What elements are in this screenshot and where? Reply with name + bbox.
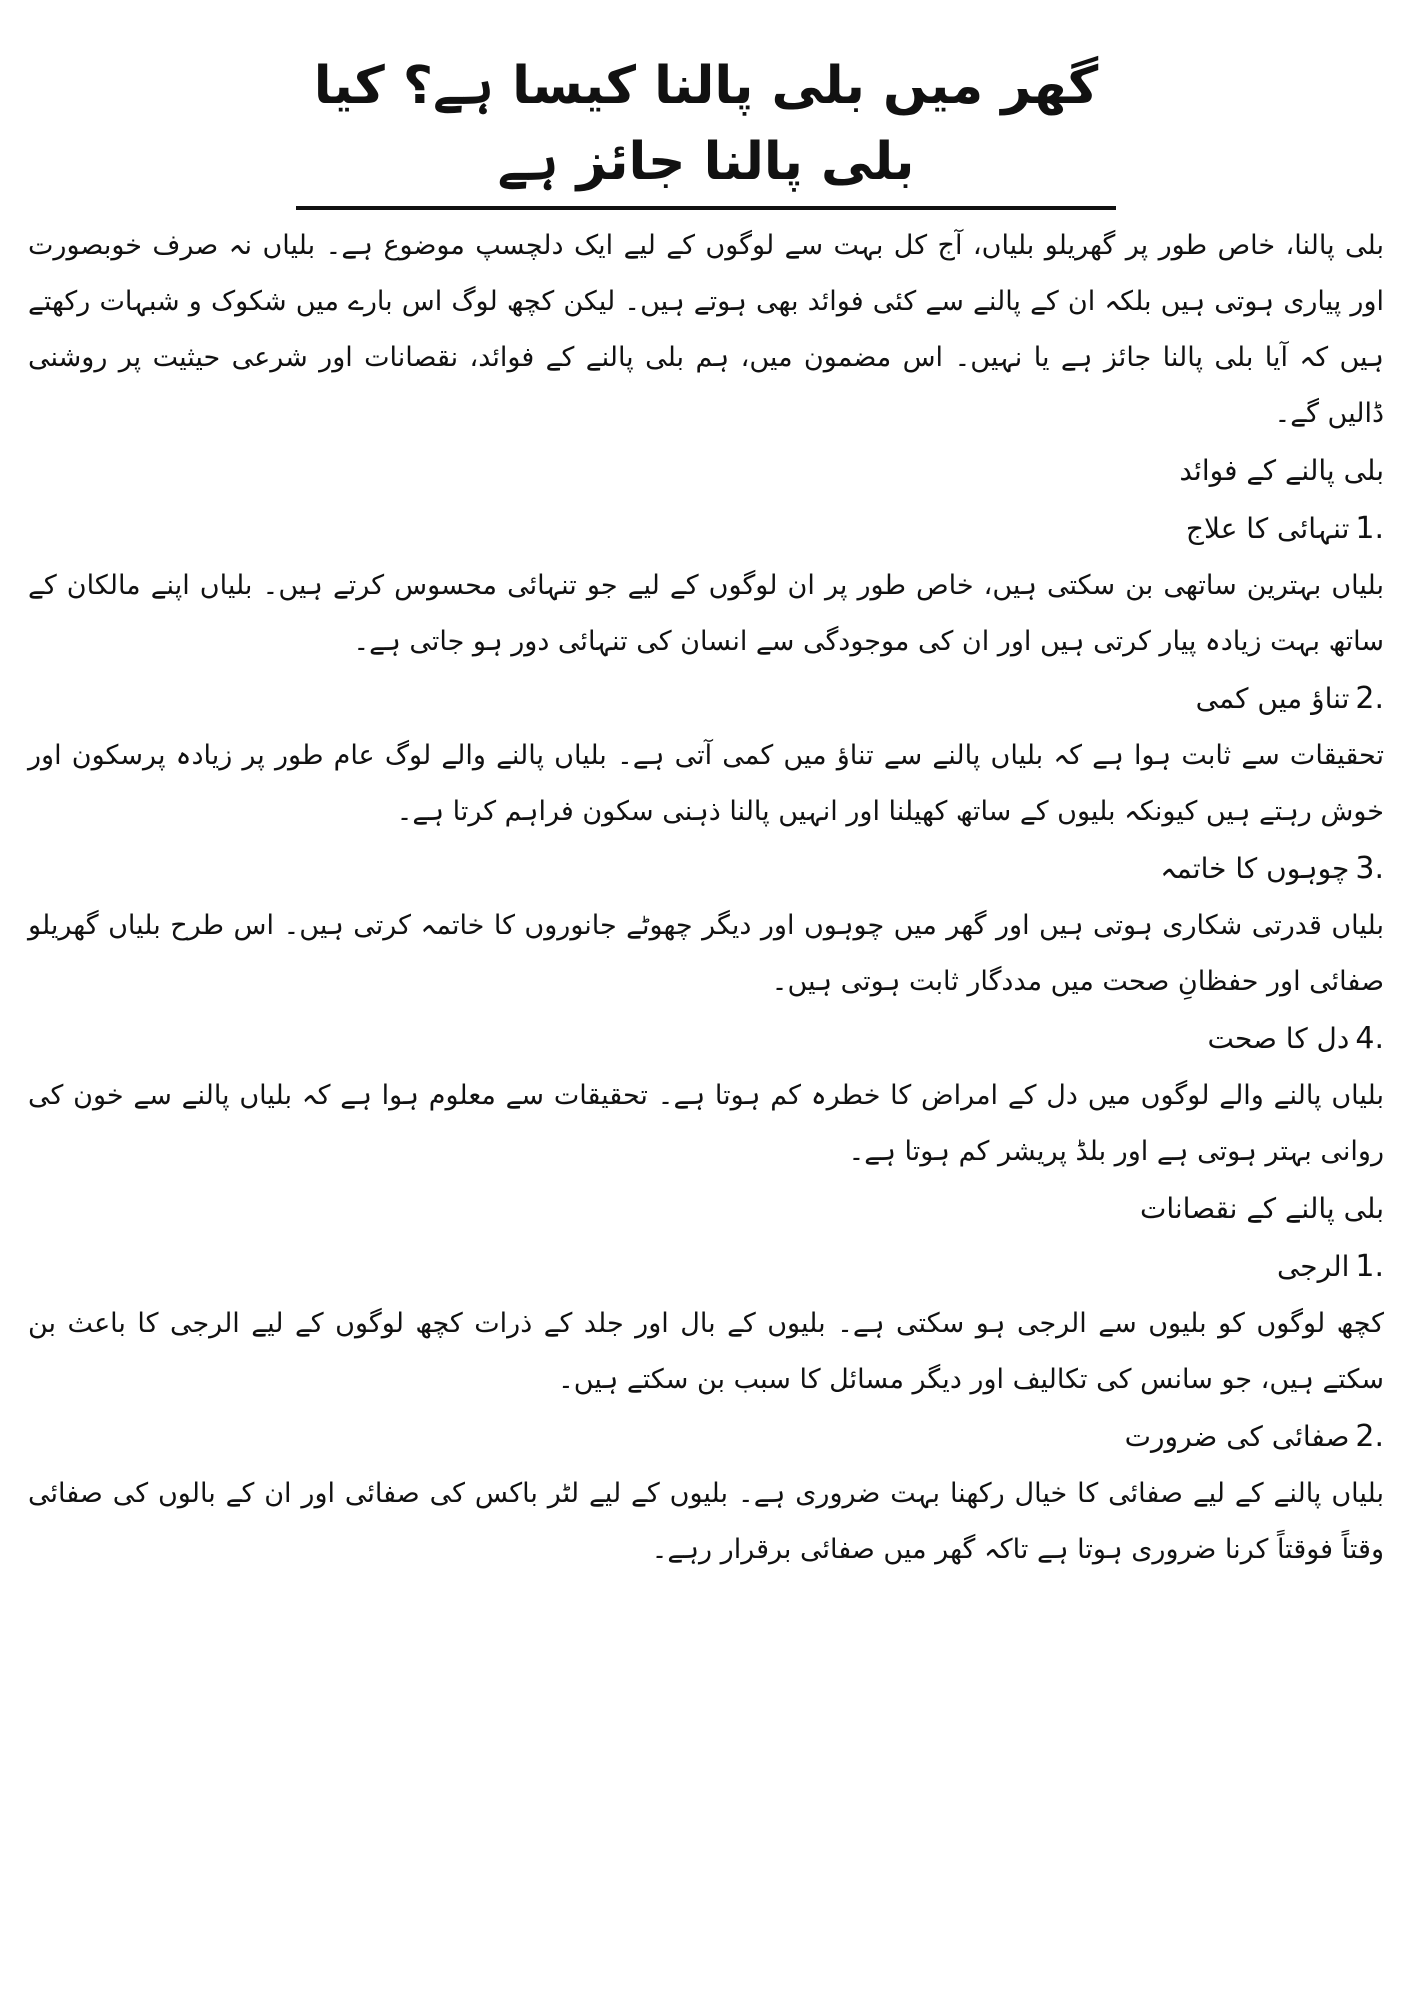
benefit-3-number: 3. xyxy=(1355,851,1384,886)
drawback-1-text: کچھ لوگوں کو بلیوں سے الرجی ہو سکتی ہے۔ بلیوں کے بال اور جلد کے ذرات کچھ لوگوں کے لیے الرجی کا باعث بن سکتے ہیں، جو سانس کی تکالیف اور دیگر مسائل کا سبب بن سکتے ہیں۔ xyxy=(28,1308,1384,1395)
drawback-1-title: الرجی xyxy=(1276,1250,1350,1283)
benefit-3-title: چوہوں کا خاتمہ xyxy=(1160,852,1350,885)
benefit-2-heading xyxy=(28,670,1384,728)
benefit-4-number: 4. xyxy=(1355,1021,1384,1056)
benefit-4-text: بلیاں پالنے والے لوگوں میں دل کے امراض کا خطرہ کم ہوتا ہے۔ تحقیقات سے معلوم ہوا ہے کہ بلیاں پالنے سے خون کی روانی بہتر ہوتی ہے اور بلڈ پریشر کم ہوتا ہے۔ xyxy=(28,1080,1384,1167)
benefit-4-heading xyxy=(28,1010,1384,1068)
drawback-2-title: صفائی کی ضرورت xyxy=(1124,1420,1350,1453)
page-title: گھر میں بلی پالنا کیسا ہے؟ کیا بلی پالنا جائز ہے xyxy=(313,56,1099,192)
benefit-3-heading xyxy=(28,840,1384,898)
benefits-heading: بلی پالنے کے فوائد xyxy=(1179,454,1384,487)
drawback-1-heading xyxy=(28,1238,1384,1296)
drawback-2-heading xyxy=(28,1408,1384,1466)
benefit-1-text: بلیاں بہترین ساتھی بن سکتی ہیں، خاص طور پر ان لوگوں کے لیے جو تنہائی محسوس کرتے ہیں۔ بلیاں اپنے مالکان کے ساتھ بہت زیادہ پیار کرتی ہیں اور ان کی موجودگی سے انسان کی تنہائی دور ہو جاتی ہے۔ xyxy=(28,570,1384,657)
drawback-2-number: 2. xyxy=(1355,1419,1384,1454)
benefit-1-heading xyxy=(28,500,1384,558)
drawback-1-number: 1. xyxy=(1355,1249,1384,1284)
intro-paragraph: بلی پالنا، خاص طور پر گھریلو بلیاں، آج کل بہت سے لوگوں کے لیے ایک دلچسپ موضوع ہے۔ بلیاں نہ صرف خوبصورت اور پیاری ہوتی ہیں بلکہ ان کے پالنے سے کئی فوائد بھی ہوتے ہیں۔ لیکن کچھ لوگ اس بارے میں شکوک و شبہات رکھتے ہیں کہ آیا بلی پالنا جائز ہے یا نہیں۔ اس مضمون میں، ہم بلی پالنے کے فوائد، نقصانات اور شرعی حیثیت پر روشنی ڈالیں گے۔ xyxy=(28,230,1384,429)
benefit-1-title: تنہائی کا علاج xyxy=(1185,512,1350,545)
benefit-2-number: 2. xyxy=(1355,681,1384,716)
benefit-3-text: بلیاں قدرتی شکاری ہوتی ہیں اور گھر میں چوہوں اور دیگر چھوٹے جانوروں کا خاتمہ کرتی ہیں۔ اس طرح بلیاں گھریلو صفائی اور حفظانِ صحت میں مددگار ثابت ہوتی ہیں۔ xyxy=(28,910,1384,997)
benefit-4-title: دل کا صحت xyxy=(1207,1022,1350,1055)
drawbacks-heading: بلی پالنے کے نقصانات xyxy=(1139,1192,1384,1225)
benefit-2-text: تحقیقات سے ثابت ہوا ہے کہ بلیاں پالنے سے تناؤ میں کمی آتی ہے۔ بلیاں پالنے والے لوگ عام طور پر زیادہ پرسکون اور خوش رہتے ہیں کیونکہ بلیوں کے ساتھ کھیلنا اور انہیں پالنا ذہنی سکون فراہم کرتا ہے۔ xyxy=(28,740,1384,827)
title-underline xyxy=(296,206,1116,210)
benefit-1-number: 1. xyxy=(1355,511,1384,546)
benefit-2-title: تناؤ میں کمی xyxy=(1195,682,1350,715)
drawback-2-text: بلیاں پالنے کے لیے صفائی کا خیال رکھنا بہت ضروری ہے۔ بلیوں کے لیے لٹر باکس کی صفائی اور ان کے بالوں کی صفائی وقتاً فوقتاً کرنا ضروری ہوتا ہے تاکہ گھر میں صفائی برقرار رہے۔ xyxy=(28,1478,1384,1565)
